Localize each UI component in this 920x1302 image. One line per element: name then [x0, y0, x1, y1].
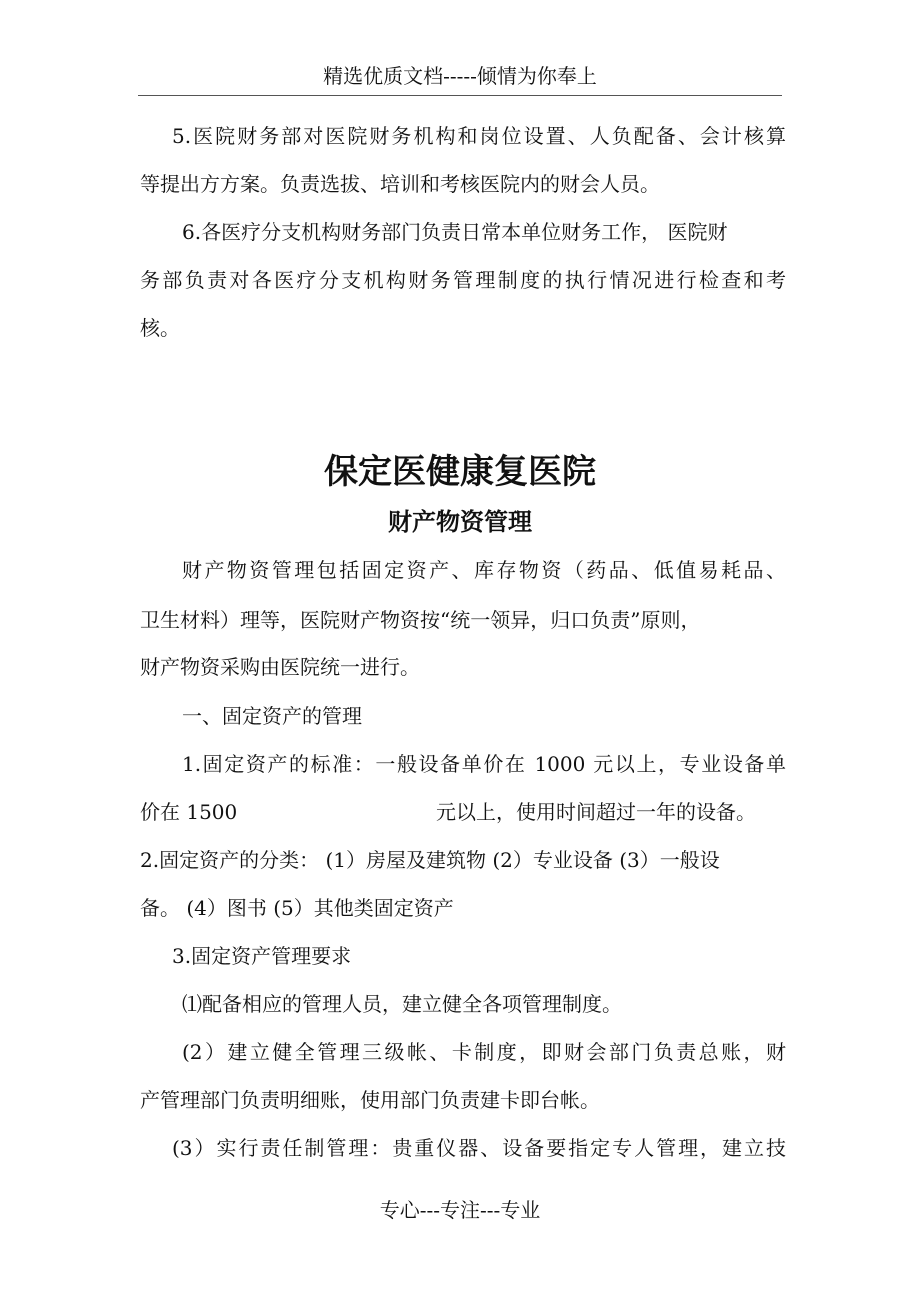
page-footer: 专心---专注---专业: [379, 1198, 541, 1222]
requirement-2-line-1: (2）建立健全管理三级帐、卡制度，即财会部门负责总账，财: [182, 1040, 786, 1064]
document-title: 保定医健康复医院: [324, 452, 596, 492]
item-1-line-2-start: 价在 1500: [140, 800, 238, 824]
intro-line-3: 财产物资采购由医院统一进行。: [140, 655, 420, 679]
requirement-1: ⑴配备相应的管理人员，建立健全各项管理制度。: [182, 992, 622, 1016]
section-subtitle: 财产物资管理: [388, 508, 532, 536]
requirement-2-line-2: 产管理部门负责明细账，使用部门负责建卡即台帐。: [140, 1088, 600, 1112]
intro-line-2: 卫生材料）理等，医院财产物资按“统一领异，归口负责”原则，: [140, 608, 701, 632]
item-1-line-1: 1.固定资产的标准：一般设备单价在 1000 元以上，专业设备单: [182, 752, 786, 776]
intro-line-1: 财产物资管理包括固定资产、库存物资（药品、低值易耗品、: [182, 558, 786, 582]
item-1-line-2-end: 元以上，使用时间超过一年的设备。: [436, 800, 756, 824]
paragraph-5-line-1: 5.医院财务部对医院财务机构和岗位设置、人负配备、会计核算: [172, 124, 786, 148]
requirement-3-line-1: (3）实行责任制管理：贵重仪器、设备要指定专人管理，建立技: [172, 1136, 786, 1160]
header-divider: [138, 95, 782, 96]
paragraph-6-line-1: 6.各医疗分支机构财务部门负责日常本单位财务工作， 医院财: [182, 220, 728, 244]
paragraph-5-line-2: 等提出方方案。负责选拔、培训和考核医院内的财会人员。: [140, 172, 660, 196]
item-3-heading: 3.固定资产管理要求: [172, 944, 352, 968]
item-2-line-1: 2.固定资产的分类： (1）房屋及建筑物 (2）专业设备 (3）一般设: [140, 848, 720, 872]
paragraph-6-line-3: 核。: [140, 316, 180, 340]
item-2-line-2: 备。 (4）图书 (5）其他类固定资产: [140, 896, 454, 920]
page-header: 精选优质文档-----倾情为你奉上: [323, 64, 597, 88]
paragraph-6-line-2: 务部负责对各医疗分支机构财务管理制度的执行情况进行检查和考: [140, 268, 786, 292]
heading-fixed-assets: 一、固定资产的管理: [182, 704, 362, 728]
